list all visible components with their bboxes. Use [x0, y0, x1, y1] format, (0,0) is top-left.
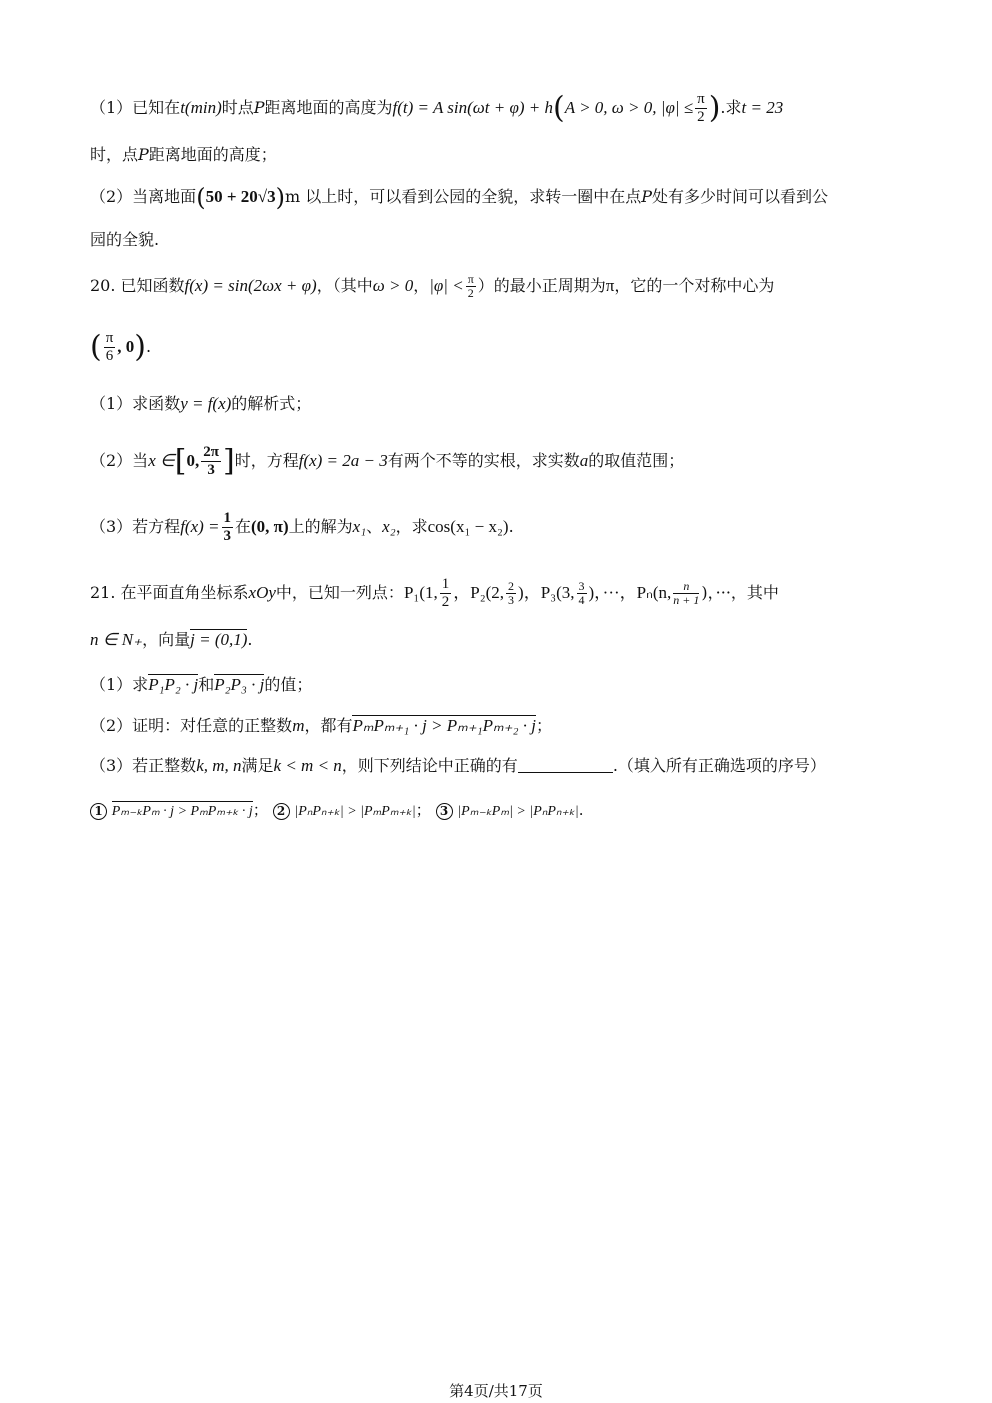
text: ，向量 — [142, 630, 191, 649]
math-n-in-N: n ∈ N₊ — [90, 630, 143, 649]
fraction-1-over-3: $\frac{1}{3}$ — [223, 510, 231, 544]
math-height-function: f(t) = A sin(ωt + φ) + h — [392, 98, 554, 117]
math-p3: )，P₃(3, — [518, 583, 575, 602]
text: 的值； — [264, 675, 313, 694]
fraction-2-3: $\frac{2}{3}$ — [508, 579, 515, 607]
fraction-pi-over-6: $\frac{\pi}{6}$ — [105, 330, 114, 364]
text: （1）求 — [90, 675, 149, 694]
text: （3）若方程 — [90, 517, 181, 536]
fraction-pi-over-2: $\frac{\pi}{2}$ — [697, 91, 705, 125]
text: 距离地面的高度为 — [264, 98, 393, 117]
math-equation: f(x) = 2a − 3 — [298, 451, 388, 470]
math-p1: P₁(1, — [403, 583, 438, 602]
math-vec-p2p3: P₂P₃ · j — [214, 673, 264, 697]
text: （2）当 — [90, 451, 149, 470]
text: ； — [252, 801, 268, 819]
math-phi: |φ| < — [429, 276, 464, 295]
point-p: P — [641, 187, 652, 206]
math-conditions: A > 0, ω > 0, |φ| ≤ — [564, 98, 694, 117]
text: m 以上时，可以看到公园的全貌，求转一圈中在点 — [284, 187, 642, 206]
text: 时，点 — [90, 145, 139, 164]
point-p: P — [253, 98, 265, 117]
text: ，它的一个对称中心为 — [614, 276, 775, 295]
page-footer: 第4页/共17页 — [449, 1382, 543, 1400]
text: 园的全貌. — [90, 230, 160, 249]
math-kmn: k, m, n — [196, 756, 242, 775]
q20-part1 — [90, 392, 912, 416]
math-function: f(x) = sin(2ωx + φ) — [184, 276, 317, 295]
math-fx: f(x) = — [180, 517, 220, 536]
text: ）的最小正周期为 — [477, 276, 606, 295]
math-zero: , 0 — [117, 337, 135, 356]
q21-part1 — [90, 673, 912, 697]
text: . — [247, 630, 253, 649]
text: 20. 已知函数 — [90, 276, 185, 295]
q20-part2: （2）当x ∈[0, $\frac{2\pi}{3}$ ]时，方程f(x) = 2a − 3有两个不等的实根，求实数a的取值范围； — [90, 443, 685, 479]
option-1: Pₘ₋ₖPₘ · j > PₘPₘ₊ₖ · j — [112, 800, 253, 824]
text: 时，方程 — [234, 451, 299, 470]
option-2: |PₙPₙ₊ₖ| > |PₘPₘ₊ₖ| — [294, 804, 416, 819]
math-inequality: PₘPₘ₊₁ · j > Pₘ₊₁Pₘ₊₂ · j — [352, 714, 535, 738]
q19-part1-line2 — [90, 143, 912, 167]
math-pi: π — [605, 276, 615, 295]
q20-stem-line1 — [90, 273, 912, 300]
math-vec-p1p2: P₁P₂ · j — [148, 673, 198, 697]
q21-stem-line2 — [90, 628, 912, 652]
text: 的解析式； — [231, 394, 312, 413]
fraction-1-2: $\frac{1}{2}$ — [441, 576, 450, 610]
text: . — [578, 801, 584, 819]
fraction-2pi-over-3: $\frac{2\pi}{3}$ — [203, 444, 219, 478]
text: 和 — [198, 675, 215, 694]
option-2-marker: 2 — [273, 803, 290, 820]
math-a: a — [579, 451, 589, 470]
text: ，（其中 — [316, 276, 373, 295]
text: （1）已知在 — [90, 98, 181, 117]
q20-stem-line2: ( $\frac{\pi}{6}$ , 0). — [90, 329, 152, 365]
option-3: |Pₘ₋ₖPₘ| > |PₙPₙ₊ₖ| — [457, 804, 579, 819]
q19-part1-line1: （1）已知在t(min)时点P距离地面的高度为f(t) = A sin(ωt + φ) + h(A > 0, ω > 0, |φ| ≤ $\frac{\pi}{2}$ ).求t = 23 — [90, 90, 784, 126]
option-3-marker: 3 — [436, 803, 453, 820]
math-t23: t = 23 — [741, 98, 784, 117]
answer-blank[interactable] — [518, 756, 613, 773]
math-interval: (0, π) — [251, 517, 289, 536]
q19-part2-line2 — [90, 228, 912, 252]
text: )，···，其中 — [701, 583, 779, 602]
text: ，求 — [395, 517, 428, 536]
text: .（填入所有正确选项的序号） — [612, 756, 826, 775]
text: （2）证明：对任意的正整数 — [90, 716, 293, 735]
text: .求 — [720, 98, 742, 117]
math-m: m — [292, 716, 305, 735]
option-1-marker: 1 — [90, 803, 107, 820]
text: 中，已知一列点： — [275, 583, 404, 602]
text: （2）当离地面 — [90, 187, 197, 206]
math-omega: ω > 0 — [372, 276, 414, 295]
text: 上的解为 — [288, 517, 353, 536]
point-p: P — [138, 145, 149, 164]
math-y-fx: y = f(x) — [180, 394, 232, 413]
math-x2: x₂ — [382, 517, 396, 536]
q21-options — [90, 798, 912, 824]
math-time: t(min) — [180, 98, 222, 117]
math-height-value: 50 + 20√3 — [205, 187, 276, 206]
text: （1）求函数 — [90, 394, 181, 413]
text: 满足 — [241, 756, 274, 775]
text: ，则下列结论中正确的有 — [341, 756, 518, 775]
q21-part2 — [90, 714, 912, 738]
fraction-3-4: $\frac{3}{4}$ — [578, 579, 585, 607]
text: 距离地面的高度； — [148, 145, 277, 164]
text: . — [508, 517, 514, 536]
q21-part3 — [90, 754, 912, 778]
math-x-in: x ∈ — [148, 451, 175, 470]
math-k-m-n: k < m < n — [273, 756, 342, 775]
text: 21. 在平面直角坐标系 — [90, 583, 249, 602]
text: ，都有 — [304, 716, 353, 735]
text: 的取值范围； — [588, 451, 685, 470]
text: 处有多少时间可以看到公 — [652, 187, 829, 206]
math-cos: cos(x₁ − x₂) — [427, 517, 509, 536]
q20-part3 — [90, 510, 912, 545]
math-pn: )，···，Pₙ(n, — [588, 583, 672, 602]
text: ； — [535, 716, 552, 735]
text: 时点 — [221, 98, 254, 117]
math-x1: x₁ — [352, 517, 367, 536]
fraction-pi-over-2: $\frac{\pi}{2}$ — [467, 272, 474, 300]
text: （3）若正整数 — [90, 756, 197, 775]
fraction-n-n1: $\frac{n}{n + 1}$ — [673, 579, 700, 607]
q19-part2-line1: （2）当离地面(50 + 20√3)m 以上时，可以看到公园的全貌，求转一圈中在点P处有多少时间可以看到公 — [90, 183, 829, 212]
math-zero: 0, — [186, 451, 200, 470]
text: 在 — [235, 517, 252, 536]
q21-stem-line1 — [90, 576, 912, 611]
math-vector-j: j = (0,1) — [190, 628, 247, 652]
math-p2: ，P₂(2, — [453, 583, 505, 602]
text: ， — [413, 276, 430, 295]
text: 有两个不等的实根，求实数 — [387, 451, 580, 470]
math-xoy: xOy — [248, 583, 276, 602]
text: ； — [415, 801, 431, 819]
text: 、 — [366, 517, 383, 536]
